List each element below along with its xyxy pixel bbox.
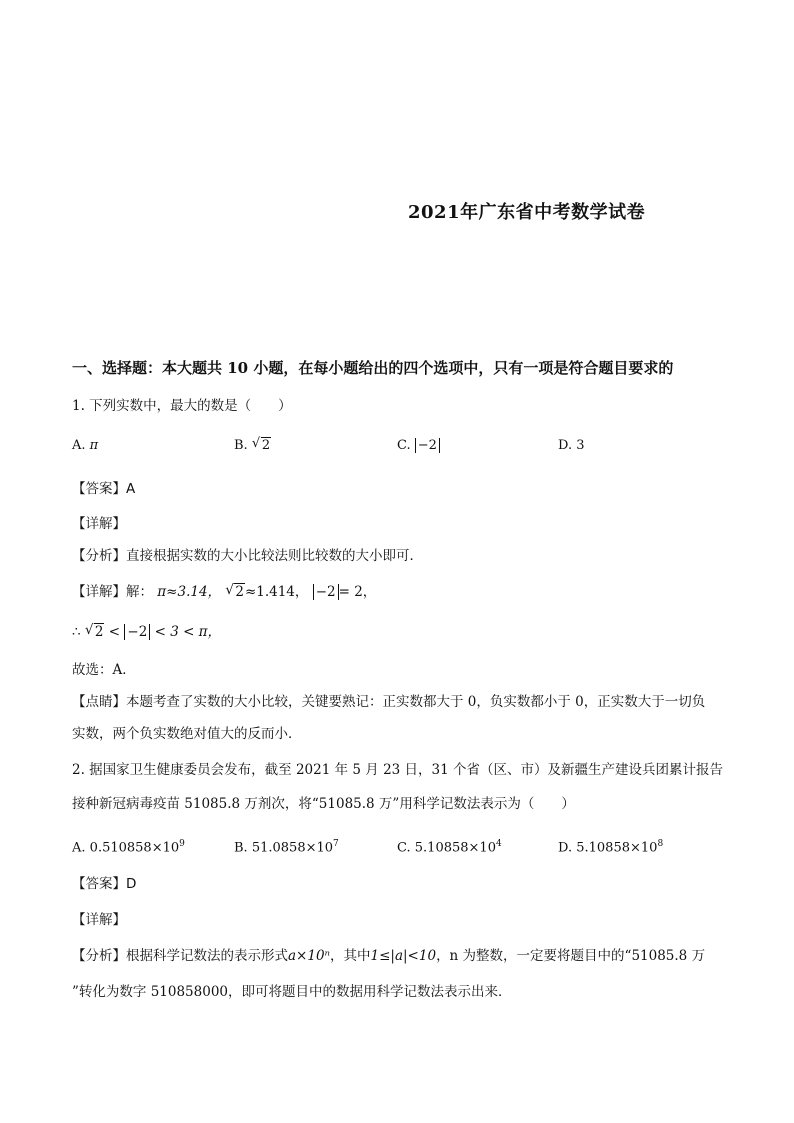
q1-solution	[72, 582, 376, 602]
option-d-value: 5.10858×10	[576, 840, 658, 856]
option-a-exponent: 9	[179, 839, 185, 849]
q1-analysis	[72, 546, 423, 566]
option-b-value: 2	[261, 438, 271, 453]
document-title: 2021年广东省中考数学试卷	[408, 202, 646, 223]
detail-tag: 【详解】	[72, 912, 126, 928]
solve-abs-result: = 2，	[338, 584, 377, 600]
option-d-value: 3	[576, 438, 585, 453]
option-d-label: D.	[558, 438, 573, 453]
q2-stem-line1: 2. 据国家卫生健康委员会发布，截至 2021 年 5 月 23 日，31 个省（区、市）及新疆生产建设兵团累计报告	[72, 762, 724, 778]
q1-stem: 1. 下列实数中，最大的数是（ ）	[72, 398, 292, 414]
answer-tag: 【答案】	[72, 481, 126, 497]
sqrt-symbol	[225, 582, 245, 602]
q1-detail-tag	[72, 514, 126, 534]
q2-option-a	[72, 834, 185, 858]
option-a-label: A.	[72, 840, 86, 856]
q1-option-b	[234, 436, 271, 456]
analysis-math: a×10ⁿ	[288, 948, 331, 964]
q2-answer	[72, 874, 136, 894]
option-d-exponent: 8	[657, 839, 664, 849]
option-b-label: B.	[234, 438, 248, 453]
option-a-value: π	[89, 438, 99, 453]
option-a-label: A.	[72, 438, 86, 453]
q2-analysis-line1	[72, 946, 705, 966]
answer-tag: 【答案】	[72, 876, 126, 892]
q1-option-a	[72, 436, 98, 456]
solve-tag: 【详解】	[72, 584, 126, 600]
q1-inequality	[72, 622, 221, 642]
option-b-exponent: 7	[333, 839, 339, 849]
answer-value: A	[126, 481, 136, 497]
sqrt-symbol	[252, 436, 271, 456]
q1-option-c	[397, 436, 440, 456]
option-c-label: C.	[397, 438, 411, 453]
solve-pre: 解：	[126, 584, 153, 600]
option-c-value: 5.10858×10	[414, 840, 496, 856]
less-than: <	[108, 624, 121, 640]
inequality-rest: < 3 < π，	[154, 624, 222, 640]
abs-value-expr: −2	[313, 584, 339, 600]
analysis-condition: 1≤|a|<10	[370, 948, 437, 964]
q2-analysis-line2: ”转化为数字 510858000，即可将题目中的数据用科学记数法表示出来．	[72, 984, 512, 1000]
q1-choose: 故选：A．	[72, 662, 136, 678]
analysis-text: 直接根据实数的大小比较法则比较数的大小即可．	[126, 548, 423, 564]
therefore-symbol: ∴	[72, 624, 81, 640]
option-c-exponent: 4	[495, 839, 502, 849]
sqrt-value: 2	[235, 584, 244, 600]
analysis-tag: 【分析】	[72, 948, 126, 964]
section-heading: 一、选择题：本大题共 10 小题，在每小题给出的四个选项中，只有一项是符合题目要求的	[72, 359, 674, 377]
comment-tag: 【点睛】	[72, 694, 126, 710]
q2-option-c	[397, 834, 502, 858]
sqrt-value: 2	[94, 624, 104, 640]
q2-detail-tag	[72, 910, 126, 930]
q1-comment-line1	[72, 692, 705, 712]
analysis-post: ，n 为整数，一定要将题目中的“51085.8 万	[436, 948, 706, 964]
solve-sqrt-result: ≈1.414，	[244, 584, 309, 600]
option-c-label: C.	[397, 840, 411, 856]
analysis-text: 根据科学记数法的表示形式	[126, 948, 288, 964]
analysis-mid: ，其中	[330, 948, 371, 964]
detail-tag: 【详解】	[72, 516, 126, 532]
option-c-value: −2	[415, 438, 440, 453]
abs-value-expr: −2	[124, 624, 150, 640]
q2-option-b	[234, 834, 339, 858]
answer-value: D	[126, 876, 137, 892]
option-b-value: 51.0858×10	[251, 840, 334, 856]
analysis-tag: 【分析】	[72, 548, 126, 564]
q1-answer	[72, 479, 135, 499]
option-a-value: 0.510858×10	[89, 840, 180, 856]
option-b-label: B.	[234, 840, 248, 856]
comment-text: 本题考查了实数的大小比较，关键要熟记：正实数都大于 0，负实数都小于 0，正实数大于一切负	[126, 694, 706, 710]
q2-stem-line2: 接种新冠病毒疫苗 51085.8 万剂次，将“51085.8 万”用科学记数法表示为（ ）	[72, 796, 575, 812]
solve-pi: π≈3.14，	[157, 584, 222, 600]
q1-option-d	[558, 436, 585, 456]
q1-comment-line2: 实数，两个负实数绝对值大的反而小．	[72, 726, 302, 742]
option-d-label: D.	[558, 840, 573, 856]
sqrt-symbol	[85, 622, 105, 642]
q2-option-d	[558, 834, 663, 858]
